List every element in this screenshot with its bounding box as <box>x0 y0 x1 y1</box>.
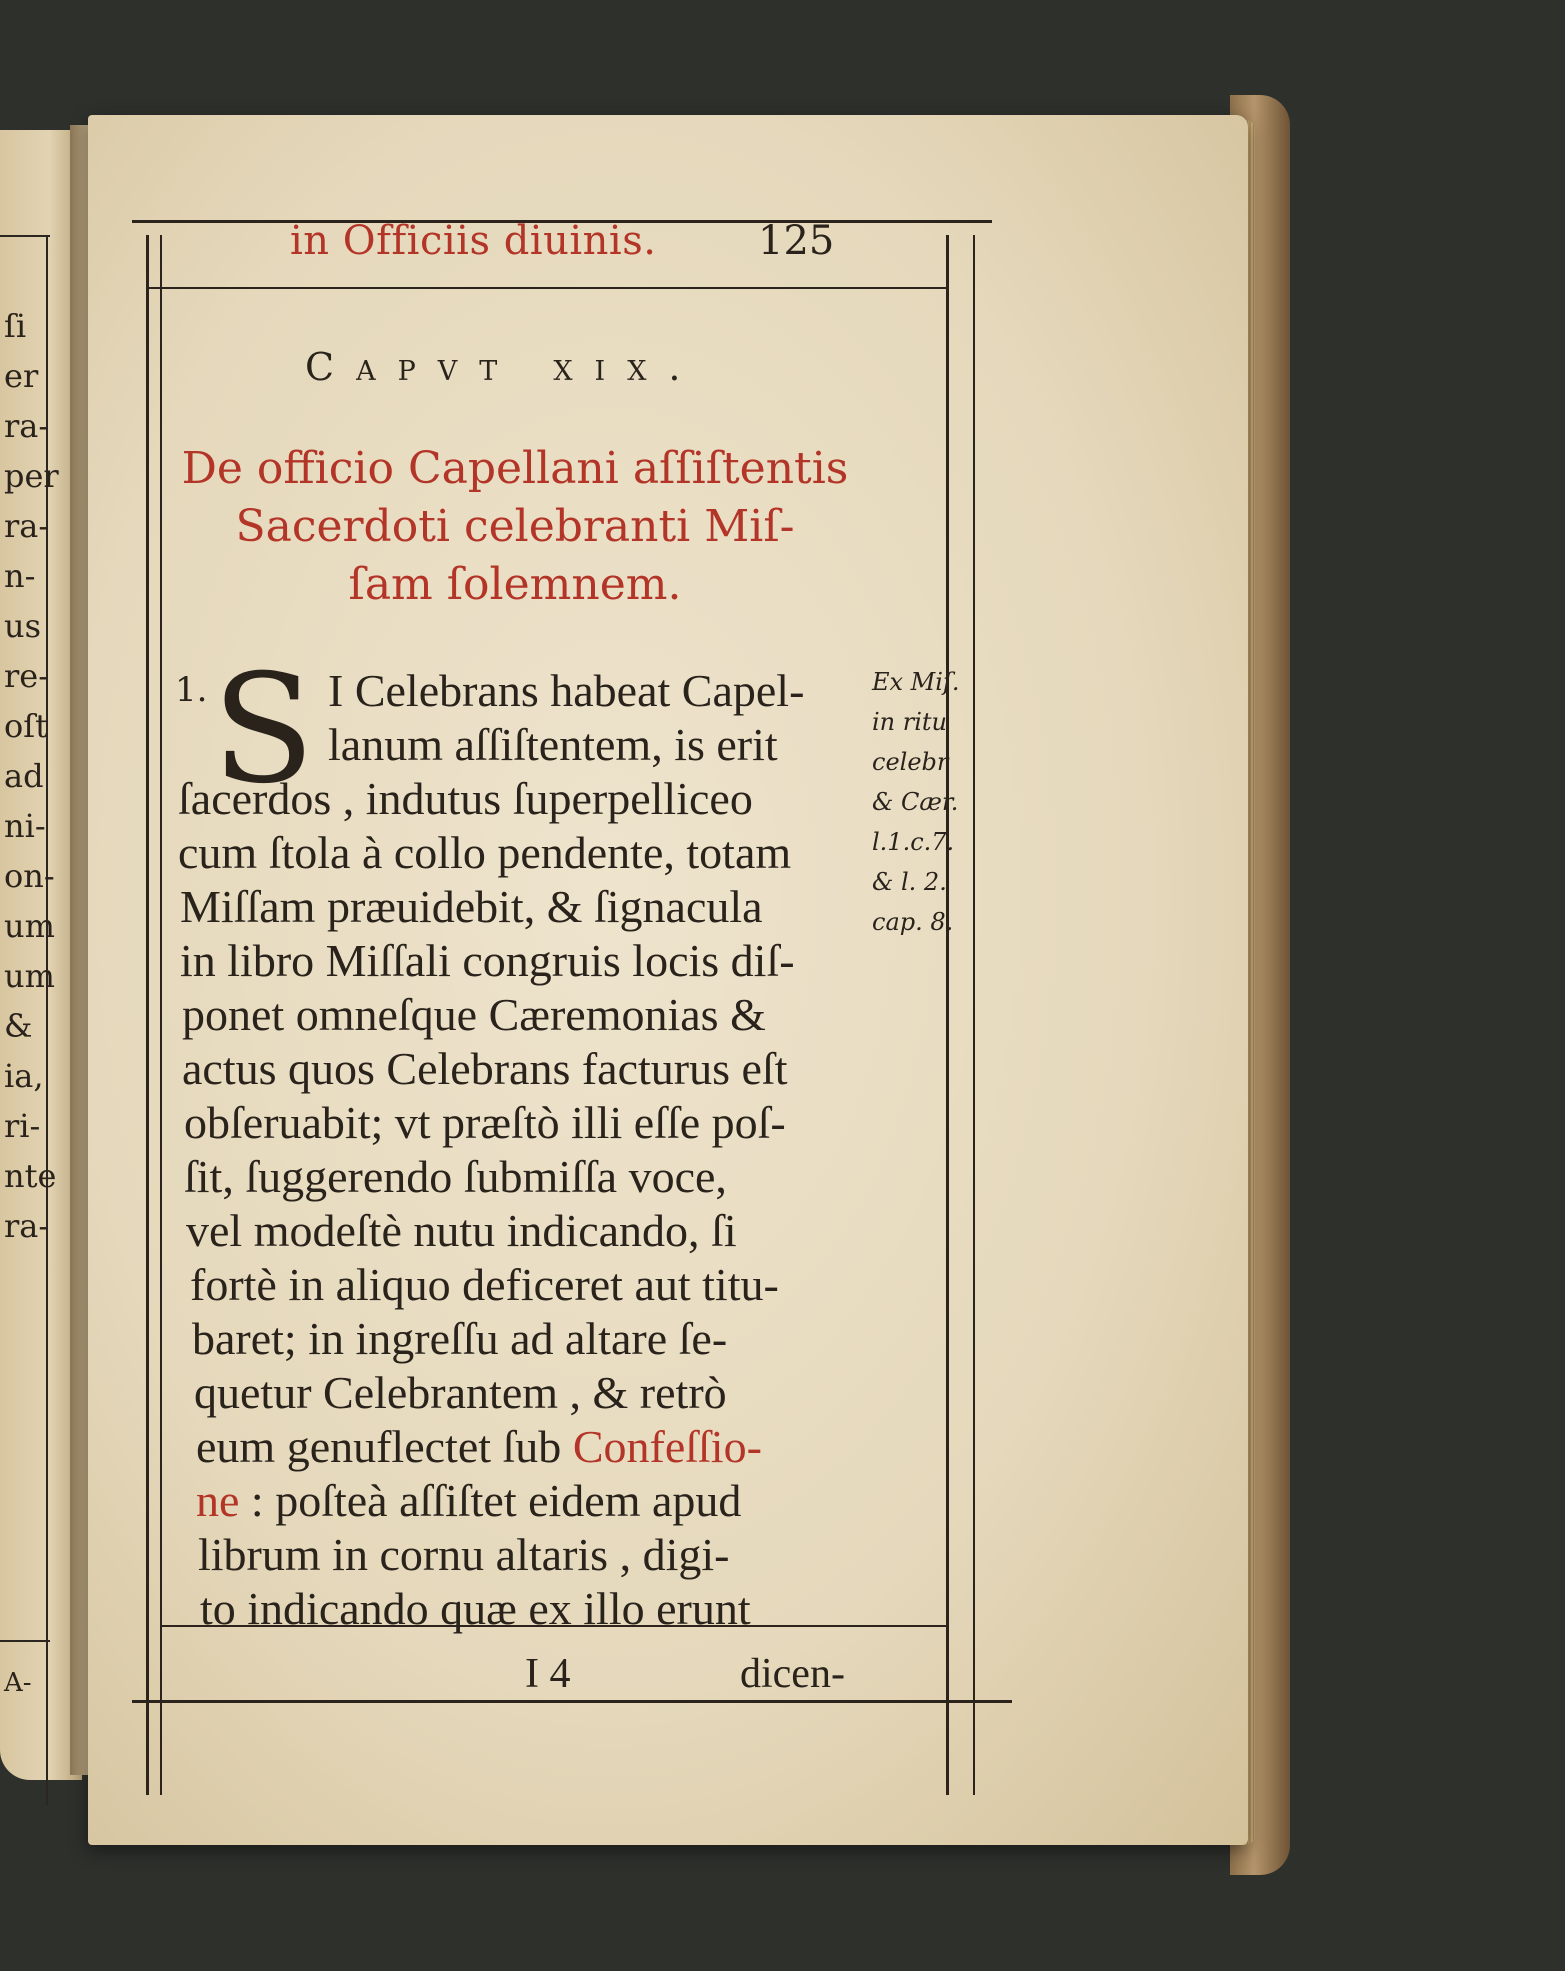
signature-mark: I 4 <box>525 1651 571 1697</box>
body-line: to indicando quæ ex illo erunt <box>200 1583 751 1634</box>
body-line: Miſſam præuidebit, & ſignacula <box>180 881 763 932</box>
body-line: quetur Celebrantem , & retrò <box>194 1367 727 1418</box>
body-line: ſacerdos , indutus ſuperpelliceo <box>178 773 753 824</box>
body-line <box>196 1421 762 1472</box>
left-fragment: n- <box>4 557 36 595</box>
body-line: ſit, ſuggerendo ſubmiſſa voce, <box>184 1151 727 1202</box>
marginal-note-line: & l. 2. <box>872 868 947 896</box>
left-fragment: ia, <box>4 1057 44 1095</box>
body-line: I Celebrans habeat Capel- <box>328 665 805 716</box>
left-fragment: ad <box>4 757 44 795</box>
left-fragment: ra- <box>4 1207 50 1245</box>
body-line: baret; in ingreſſu ad altare ſe- <box>192 1313 728 1364</box>
rubric-word: ne <box>196 1475 240 1526</box>
left-frame-rule <box>146 235 149 1795</box>
marginal-note-line: & Cær. <box>872 788 959 816</box>
left-fragment: on- <box>4 857 55 895</box>
drop-cap: S <box>212 643 315 817</box>
title-line: ſam ſolemnem. <box>348 559 682 610</box>
right-frame-rule <box>946 235 949 1795</box>
body-line <box>196 1475 742 1526</box>
body-line: vel modeſtè nutu indicando, ſi <box>186 1205 737 1256</box>
marginal-note-line: celebr <box>872 748 949 776</box>
title-line: De officio Capellani aſſiſtentis <box>181 443 849 494</box>
body-line: obſeruabit; vt præſtò illi eſſe poſ- <box>184 1097 786 1148</box>
body-text: eum genuflectet ſub <box>196 1421 562 1472</box>
rubric-word: Confeſſio- <box>572 1421 762 1472</box>
left-fragment: nte <box>4 1157 57 1195</box>
body-line: fortè in aliquo deficeret aut titu- <box>190 1259 779 1310</box>
body-line: ponet omneſque Cæremonias & <box>182 989 766 1040</box>
left-fragment: ra- <box>4 507 50 545</box>
marginal-note-line: cap. 8. <box>872 908 954 936</box>
bottom-frame-rule <box>132 1700 1012 1703</box>
body-line: in libro Miſſali congruis locis diſ- <box>180 935 795 986</box>
body-line: cum ſtola à collo pendente, totam <box>178 827 792 878</box>
marginal-note-line: in ritu <box>872 708 948 736</box>
left-fragment: A- <box>4 1668 32 1698</box>
body-line: librum in cornu altaris , digi- <box>198 1529 730 1580</box>
title-line: Sacerdoti celebranti Miſ- <box>235 501 795 552</box>
left-fragment: ni- <box>4 807 46 845</box>
chapter-heading: Capvt xix. <box>305 345 703 389</box>
left-fragment: us <box>4 607 42 645</box>
head-rule <box>148 287 948 289</box>
left-fragment: um <box>4 907 55 945</box>
catchword: dicen- <box>740 1651 845 1697</box>
marginal-note-line: Ex Miſ. <box>872 668 960 696</box>
left-fragment: oſt <box>4 707 48 745</box>
left-fragment: er <box>4 357 39 395</box>
paragraph-number: 1. <box>175 670 208 710</box>
left-top-rule <box>0 235 50 237</box>
left-fragment: re- <box>4 657 50 695</box>
left-bottom-rule <box>0 1640 50 1642</box>
left-fragment: ri- <box>4 1107 41 1145</box>
left-fragment: per <box>4 457 59 495</box>
body-text: : poſteà aſſiſtet eidem apud <box>239 1475 742 1526</box>
left-fragment: ra- <box>4 407 50 445</box>
body-line: actus quos Celebrans facturus eſt <box>182 1043 788 1094</box>
marginal-note-line: l.1.c.7. <box>872 828 955 856</box>
running-head: in Officiis diuinis. <box>290 218 657 264</box>
left-fragment: ſi <box>4 307 27 345</box>
page-number: 125 <box>758 218 835 264</box>
left-fragment: um <box>4 957 55 995</box>
chapter-title <box>150 440 880 614</box>
margin-frame-rule <box>973 235 975 1795</box>
left-fragment: & <box>4 1007 33 1045</box>
body-line: lanum aſſiſtentem, is erit <box>328 719 778 770</box>
